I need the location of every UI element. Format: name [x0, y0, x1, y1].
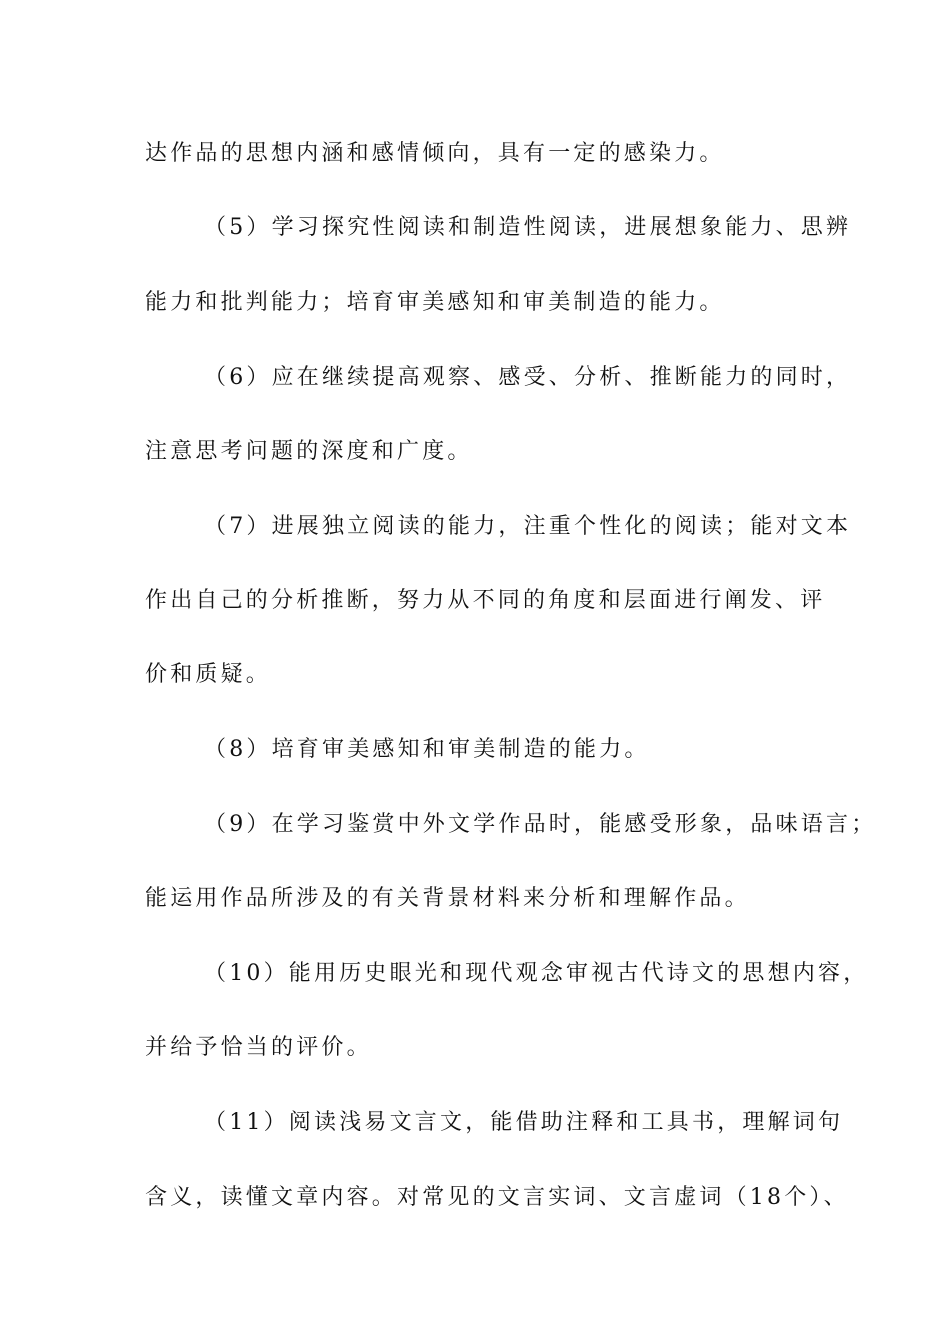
text-line: （10）能用历史眼光和现代观念审视古代诗文的思想内容， — [204, 961, 869, 986]
text-line: （5）学习探究性阅读和制造性阅读，进展想象能力、思辨 — [204, 215, 852, 240]
text-line: 价和质疑。 — [145, 662, 272, 687]
text-line: 达作品的思想内涵和感情倾向，具有一定的感染力。 — [145, 141, 725, 166]
text-line: （8）培育审美感知和审美制造的能力。 — [204, 737, 650, 762]
text-line: （7）进展独立阅读的能力，注重个性化的阅读；能对文本 — [204, 514, 852, 539]
text-line: 注意思考问题的深度和广度。 — [145, 439, 473, 464]
text-line: 含义，读懂文章内容。对常见的文言实词、文言虚词（18个）、 — [145, 1185, 849, 1210]
text-line: 能运用作品所涉及的有关背景材料来分析和理解作品。 — [145, 886, 750, 911]
text-line: 并给予恰当的评价。 — [145, 1035, 372, 1060]
text-line: 作出自己的分析推断，努力从不同的角度和层面进行阐发、评 — [145, 588, 826, 613]
text-line: 能力和批判能力；培育审美感知和审美制造的能力。 — [145, 290, 725, 315]
text-line: （9）在学习鉴赏中外文学作品时，能感受形象，品味语言； — [204, 812, 877, 837]
text-line: （11）阅读浅易文言文，能借助注释和工具书，理解词句 — [204, 1110, 844, 1135]
text-line: （6）应在继续提高观察、感受、分析、推断能力的同时， — [204, 365, 852, 390]
